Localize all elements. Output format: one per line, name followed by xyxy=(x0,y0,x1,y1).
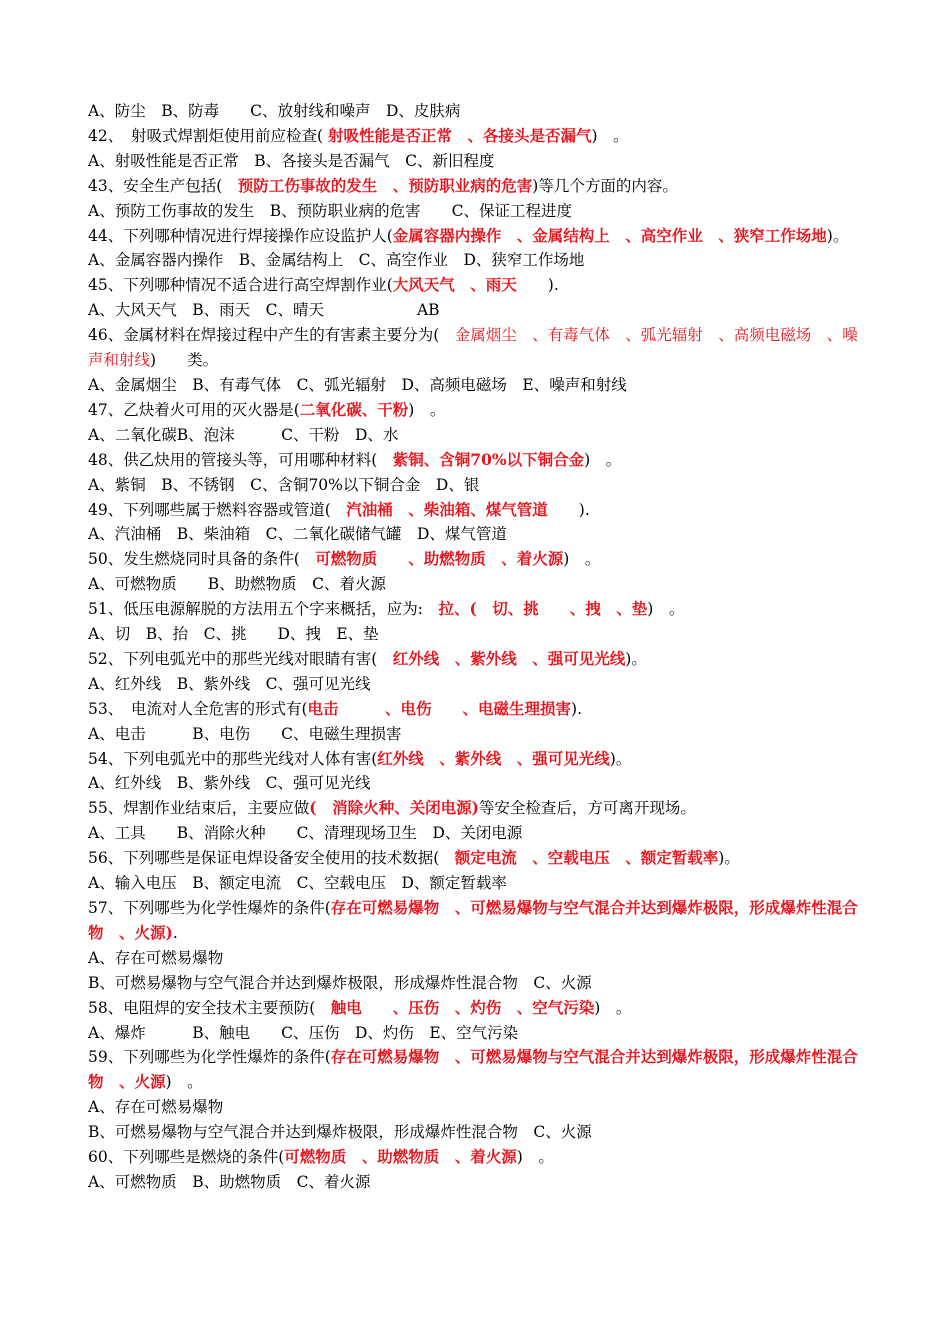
question-line xyxy=(88,1045,864,1095)
question-text: 54、下列电弧光中的那些光线对人体有害( xyxy=(88,749,378,768)
document-page xyxy=(88,99,864,1195)
question-line xyxy=(88,248,864,273)
question-line xyxy=(88,1095,864,1120)
answer-text: 预防工伤事故的发生 、预防职业病的危害 xyxy=(237,175,533,195)
question-text: )。 xyxy=(625,649,647,668)
answer-text: 大风天气 、雨天 xyxy=(392,275,517,295)
question-text: )。 xyxy=(718,849,740,868)
question-text: ). xyxy=(547,500,590,519)
question-line xyxy=(88,622,864,647)
question-text: )等几个方面的内容。 xyxy=(532,176,678,195)
question-line xyxy=(88,224,864,249)
question-text: 等安全检查后，方可离开现场。 xyxy=(478,799,696,818)
question-text: 51、低压电源解脱的方法用五个字来概括，应为: xyxy=(88,600,439,619)
answer-text: 红外线 、紫外线 、强可见光线 xyxy=(392,648,626,668)
question-line xyxy=(88,996,864,1021)
answer-text: 红外线 、紫外线 、强可见光线 xyxy=(377,748,610,768)
question-text: )。 xyxy=(609,749,632,768)
question-text: 60、下列哪些是燃烧的条件( xyxy=(88,1148,285,1167)
question-text: A、金属烟尘 B、有毒气体 C、弧光辐射 D、高频电磁场 E、噪声和射线 xyxy=(88,375,627,394)
question-text: A、爆炸 B、触电 C、压伤 D、灼伤 E、空气污染 xyxy=(88,1023,519,1042)
question-text: B、可燃易爆物与空气混合并达到爆炸极限，形成爆炸性混合物 C、火源 xyxy=(88,1123,592,1142)
question-line xyxy=(88,124,864,149)
answer-text: 汽油桶 、柴油箱、煤气管道 xyxy=(346,499,548,519)
question-line xyxy=(88,971,864,996)
question-text: 43、安全生产包括( xyxy=(88,176,238,195)
answer-text: 金属烟尘 、有毒气体 、弧光辐射 、高频电磁场 、噪声和射线 xyxy=(88,326,858,370)
question-line xyxy=(88,896,864,946)
question-text: ) 。 xyxy=(165,1073,203,1092)
question-text: 44、下列哪种情况进行焊接操作应设监护人( xyxy=(88,226,393,245)
question-line xyxy=(88,498,864,523)
question-line xyxy=(88,174,864,199)
question-text: B、可燃易爆物与空气混合并达到爆炸极限，形成爆炸性混合物 C、火源 xyxy=(88,973,592,992)
question-line xyxy=(88,821,864,846)
question-line xyxy=(88,846,864,871)
question-text: A、射吸性能是否正常 B、各接头是否漏气 C、新旧程度 xyxy=(88,151,495,170)
question-text: 52、下列电弧光中的那些光线对眼睛有害( xyxy=(88,649,393,668)
question-line xyxy=(88,149,864,174)
question-text: A、预防工伤事故的发生 B、预防职业病的危害 C、保证工程进度 xyxy=(88,201,572,220)
question-line xyxy=(88,771,864,796)
question-line xyxy=(88,1021,864,1046)
question-line xyxy=(88,697,864,722)
question-line xyxy=(88,99,864,124)
question-line xyxy=(88,448,864,473)
question-line xyxy=(88,547,864,572)
question-line xyxy=(88,597,864,622)
question-text: ) 。 xyxy=(591,126,629,145)
answer-text: 可燃物质 、助燃物质 、着火源 xyxy=(315,549,564,569)
question-line xyxy=(88,473,864,498)
question-line xyxy=(88,672,864,697)
question-text: A、电击 B、电伤 C、电磁生理损害 xyxy=(88,724,402,743)
answer-text: 电击 、电伤 、电磁生理损害 xyxy=(307,698,572,718)
question-text: A、工具 B、消除火种 C、清理现场卫生 D、关闭电源 xyxy=(88,824,523,843)
question-line xyxy=(88,373,864,398)
question-text: A、二氧化碳B、泡沫 C、干粉 D、水 xyxy=(88,425,399,444)
answer-text: 额定电流 、空载电压 、额定暂载率 xyxy=(454,848,719,868)
question-text: ) 。 xyxy=(584,450,622,469)
question-text: 45、下列哪种情况不适合进行高空焊割作业( xyxy=(88,276,393,295)
question-text: A、防尘 B、防毒 C、放射线和噪声 D、皮肤病 xyxy=(88,102,461,120)
question-line xyxy=(88,1145,864,1170)
question-line xyxy=(88,572,864,597)
question-text: 47、乙炔着火可用的灭火器是( xyxy=(88,400,300,419)
answer-text: 拉、( 切、挑 、拽 、垫 xyxy=(438,599,648,619)
question-line xyxy=(88,423,864,448)
question-text: A、金属容器内操作 B、金属结构上 C、高空作业 D、狭窄工作场地 xyxy=(88,251,585,270)
question-text: ) 。 xyxy=(563,550,601,569)
question-text: 59、下列哪些为化学性爆炸的条件( xyxy=(88,1048,331,1067)
question-text: ) 类。 xyxy=(150,351,219,370)
question-text: . xyxy=(172,923,178,942)
question-text: 57、下列哪些为化学性爆炸的条件( xyxy=(88,899,331,917)
question-text: 48、供乙炔用的管接头等，可用哪种材料( xyxy=(88,450,393,469)
question-line xyxy=(88,647,864,672)
question-text: )。 xyxy=(826,226,849,245)
question-text: ) 。 xyxy=(516,1148,554,1167)
question-line xyxy=(88,522,864,547)
question-line xyxy=(88,199,864,224)
question-text: 56、下列哪些是保证电焊设备安全使用的技术数据( xyxy=(88,849,455,868)
question-text: A、汽油桶 B、柴油箱 C、二氧化碳储气罐 D、煤气管道 xyxy=(88,525,507,544)
question-text: ). xyxy=(571,699,583,718)
question-text: A、存在可燃易爆物 xyxy=(88,1098,224,1117)
question-text: A、可燃物质 B、助燃物质 C、着火源 xyxy=(88,575,386,594)
question-text: 50、发生燃烧同时具备的条件( xyxy=(88,550,316,569)
question-text: 42、 射吸式焊割炬使用前应检查( xyxy=(88,126,328,145)
question-line xyxy=(88,398,864,423)
question-line xyxy=(88,323,864,373)
answer-text: 触电 、压伤 、灼伤 、空气污染 xyxy=(330,997,595,1017)
question-text: 49、下列哪些属于燃料容器或管道( xyxy=(88,500,347,519)
answer-text: 存在可燃易爆物 、可燃易爆物与空气混合并达到爆炸极限，形成爆炸性混合物 、火源 xyxy=(88,1047,858,1092)
question-line xyxy=(88,273,864,298)
question-text: A、红外线 B、紫外线 C、强可见光线 xyxy=(88,674,371,693)
question-text: A、可燃物质 B、助燃物质 C、着火源 xyxy=(88,1172,371,1191)
question-text: 46、金属材料在焊接过程中产生的有害素主要分为( xyxy=(88,326,455,345)
answer-text: ( 消除火种、关闭电源) xyxy=(309,798,479,818)
question-text: 58、电阻焊的安全技术主要预防( xyxy=(88,998,331,1017)
question-line xyxy=(88,946,864,971)
question-line xyxy=(88,722,864,747)
question-text: A、输入电压 B、额定电流 C、空载电压 D、额定暂载率 xyxy=(88,874,507,893)
question-text: ) 。 xyxy=(647,600,685,619)
question-text: ) 。 xyxy=(594,998,632,1017)
answer-text: 射吸性能是否正常 、各接头是否漏气 xyxy=(327,125,592,145)
question-line xyxy=(88,1170,864,1195)
question-line xyxy=(88,1120,864,1145)
question-line xyxy=(88,747,864,772)
answer-text: 二氧化碳、干粉 xyxy=(299,399,409,419)
question-line xyxy=(88,298,864,323)
question-line xyxy=(88,796,864,821)
question-text: 55、焊割作业结束后，主要应做 xyxy=(88,799,310,818)
question-text: 53、 电流对人全危害的形式有( xyxy=(88,699,308,718)
question-text: A、大风天气 B、雨天 C、晴天 AB xyxy=(88,301,440,320)
question-text: A、存在可燃易爆物 xyxy=(88,948,224,967)
question-text: ). xyxy=(516,276,575,295)
question-line xyxy=(88,871,864,896)
answer-text: 金属容器内操作 、金属结构上 、高空作业 、狭窄工作场地 xyxy=(392,225,827,245)
answer-text: 紫铜、含铜70%以下铜合金 xyxy=(392,449,585,469)
question-text: A、紫铜 B、不锈钢 C、含铜70%以下铜合金 D、银 xyxy=(88,475,480,494)
answer-text: 存在可燃易爆物 、可燃易爆物与空气混合并达到爆炸极限，形成爆炸性混合物 、火源) xyxy=(88,898,858,942)
answer-text: 可燃物质 、助燃物质 、着火源 xyxy=(284,1147,517,1167)
question-text: A、切 B、抬 C、挑 D、拽 E、垫 xyxy=(88,625,379,644)
question-text: ) 。 xyxy=(408,400,446,419)
question-text: A、红外线 B、紫外线 C、强可见光线 xyxy=(88,774,371,793)
